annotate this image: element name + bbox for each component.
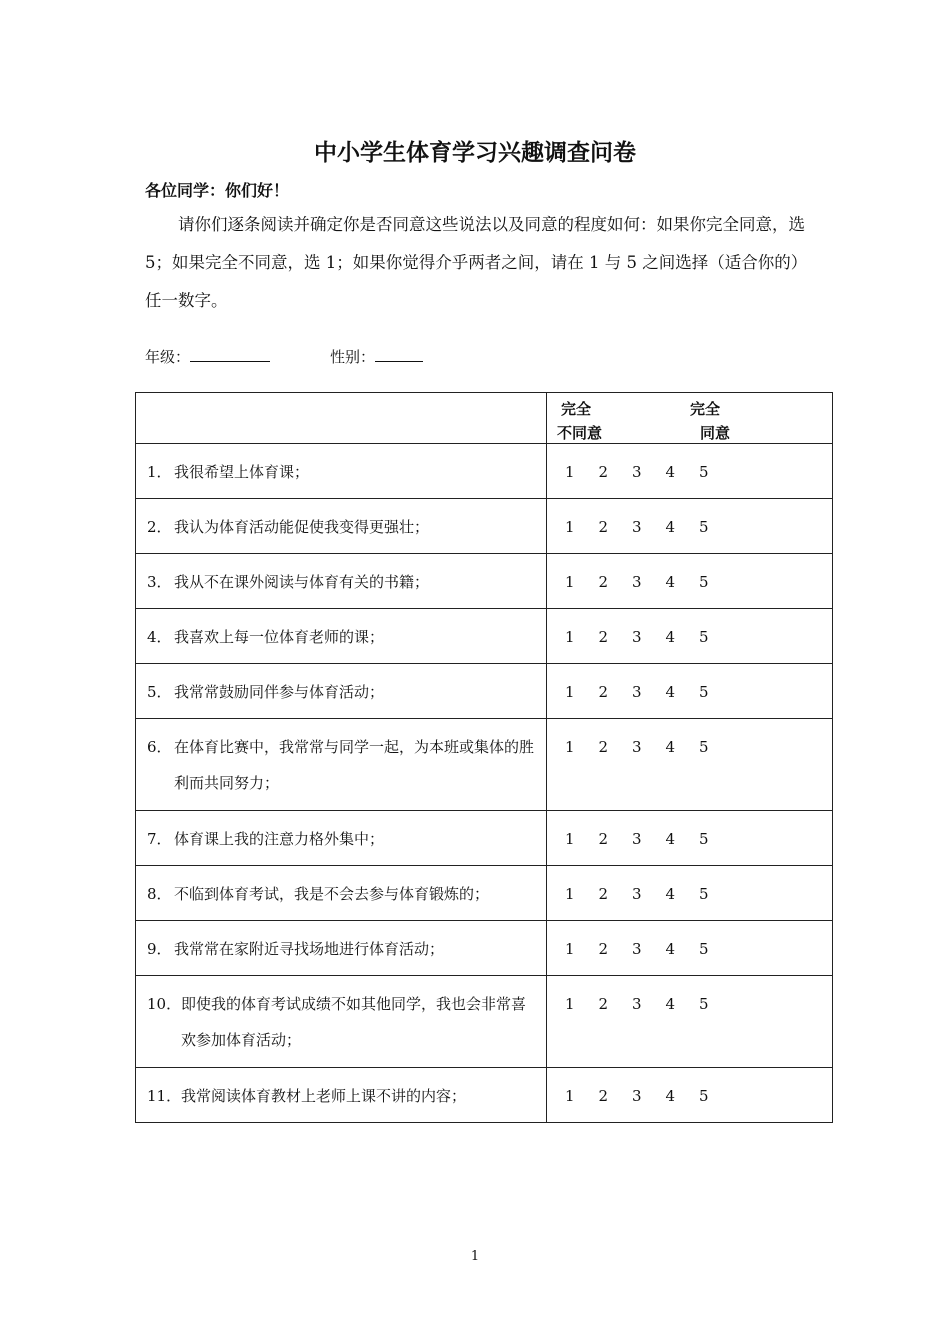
question-text: 我常常在家附近寻找场地进行体育活动；	[174, 940, 445, 958]
rating-options-cell	[547, 811, 833, 866]
rating-option-4[interactable]: 4	[665, 463, 676, 481]
question-number: 3．	[147, 573, 172, 591]
scale-left-top: 完全	[561, 400, 592, 418]
scale-right-bottom: 同意	[700, 424, 731, 442]
rating-option-5[interactable]: 5	[699, 885, 709, 903]
question-text: 我喜欢上每一位体育老师的课；	[174, 628, 385, 646]
table-row	[136, 664, 833, 719]
question-number: 1．	[147, 463, 172, 481]
rating-option-1[interactable]: 1	[565, 738, 575, 756]
table-row	[136, 1068, 833, 1123]
rating-option-5[interactable]: 5	[699, 940, 709, 958]
question-number: 2．	[147, 518, 172, 536]
rating-options-cell	[547, 921, 833, 976]
question-number: 5．	[147, 683, 172, 701]
question-text: 体育课上我的注意力格外集中；	[174, 830, 385, 848]
question-cell	[136, 444, 547, 499]
question-cell	[136, 664, 547, 719]
rating-option-2[interactable]: 2	[598, 683, 609, 701]
rating-option-5[interactable]: 5	[699, 995, 709, 1013]
question-number: 6．	[147, 738, 172, 756]
rating-options-cell	[547, 664, 833, 719]
rating-option-4[interactable]: 4	[665, 830, 676, 848]
rating-option-3[interactable]: 3	[632, 463, 642, 481]
rating-option-4[interactable]: 4	[665, 518, 676, 536]
rating-options-cell	[547, 976, 833, 1068]
instructions-paragraph: 请你们逐条阅读并确定你是否同意这些说法以及同意的程度如何：如果你完全同意，选 5；如果完全不同意，选 1；如果你觉得介乎两者之间，请在 1 与 5 之间选择（适合你的）任一数字。	[145, 215, 808, 310]
rating-option-5[interactable]: 5	[699, 573, 709, 591]
rating-option-4[interactable]: 4	[665, 885, 676, 903]
rating-option-1[interactable]: 1	[565, 940, 575, 958]
question-cell	[136, 554, 547, 609]
question-text: 我认为体育活动能促使我变得更强壮；	[174, 518, 430, 536]
table-row	[136, 444, 833, 499]
rating-option-4[interactable]: 4	[665, 573, 676, 591]
rating-option-3[interactable]: 3	[632, 995, 642, 1013]
grade-blank[interactable]	[190, 347, 270, 362]
rating-option-5[interactable]: 5	[699, 628, 709, 646]
grade-label: 年级：	[145, 348, 191, 366]
rating-option-5[interactable]: 5	[699, 738, 709, 756]
table-row	[136, 719, 833, 811]
rating-option-2[interactable]: 2	[598, 885, 609, 903]
rating-option-4[interactable]: 4	[665, 683, 676, 701]
rating-option-2[interactable]: 2	[598, 940, 609, 958]
table-row	[136, 499, 833, 554]
rating-options-cell	[547, 866, 833, 921]
table-row	[136, 866, 833, 921]
question-text: 在体育比赛中，我常常与同学一起，为本班或集体的胜利而共同努力；	[174, 738, 535, 792]
rating-option-4[interactable]: 4	[665, 628, 676, 646]
question-number: 7．	[147, 830, 172, 848]
rating-option-1[interactable]: 1	[565, 463, 575, 481]
rating-options-cell	[547, 554, 833, 609]
grade-field[interactable]	[145, 346, 270, 367]
table-row	[136, 609, 833, 664]
rating-option-2[interactable]: 2	[598, 573, 609, 591]
question-number: 11．	[147, 1087, 182, 1105]
rating-options-cell	[547, 719, 833, 811]
greeting: 各位同学：你们好！	[145, 181, 290, 200]
question-text: 不临到体育考试，我是不会去参与体育锻炼的；	[174, 885, 490, 903]
rating-option-1[interactable]: 1	[565, 1087, 575, 1105]
rating-option-5[interactable]: 5	[699, 683, 709, 701]
rating-option-2[interactable]: 2	[598, 518, 609, 536]
rating-option-4[interactable]: 4	[665, 940, 676, 958]
rating-option-5[interactable]: 5	[699, 1087, 709, 1105]
rating-option-1[interactable]: 1	[565, 518, 575, 536]
rating-option-4[interactable]: 4	[665, 1087, 676, 1105]
question-number: 4．	[147, 628, 172, 646]
rating-option-1[interactable]: 1	[565, 683, 575, 701]
rating-options-cell	[547, 1068, 833, 1123]
rating-options-cell	[547, 444, 833, 499]
rating-option-3[interactable]: 3	[632, 885, 642, 903]
rating-option-4[interactable]: 4	[665, 738, 676, 756]
rating-option-3[interactable]: 3	[632, 940, 642, 958]
question-cell	[136, 719, 547, 811]
table-row	[136, 921, 833, 976]
rating-option-2[interactable]: 2	[598, 628, 609, 646]
question-cell	[136, 609, 547, 664]
page-title: 中小学生体育学习兴趣调查问卷	[314, 140, 636, 166]
question-number: 9．	[147, 940, 172, 958]
rating-option-2[interactable]: 2	[598, 738, 609, 756]
question-cell	[136, 499, 547, 554]
questionnaire-table	[135, 392, 833, 1123]
rating-option-3[interactable]: 3	[632, 518, 642, 536]
rating-option-2[interactable]: 2	[598, 463, 609, 481]
rating-option-5[interactable]: 5	[699, 830, 709, 848]
table-header-row	[136, 393, 833, 444]
rating-option-5[interactable]: 5	[699, 518, 709, 536]
question-cell	[136, 811, 547, 866]
rating-option-3[interactable]: 3	[632, 1087, 642, 1105]
header-empty-cell	[136, 393, 547, 444]
rating-option-1[interactable]: 1	[565, 995, 575, 1013]
rating-option-4[interactable]: 4	[665, 995, 676, 1013]
rating-option-3[interactable]: 3	[632, 628, 642, 646]
rating-option-2[interactable]: 2	[598, 830, 609, 848]
gender-blank[interactable]	[375, 347, 423, 362]
rating-option-1[interactable]: 1	[565, 628, 575, 646]
table-row	[136, 554, 833, 609]
rating-option-3[interactable]: 3	[632, 830, 642, 848]
rating-option-3[interactable]: 3	[632, 738, 642, 756]
question-text: 我常常鼓励同伴参与体育活动；	[174, 683, 385, 701]
gender-label: 性别：	[330, 348, 376, 366]
rating-option-1[interactable]: 1	[565, 885, 575, 903]
question-number: 10．	[147, 995, 182, 1013]
question-cell	[136, 866, 547, 921]
question-text: 我从不在课外阅读与体育有关的书籍；	[174, 573, 430, 591]
question-cell	[136, 921, 547, 976]
rating-option-5[interactable]: 5	[699, 463, 709, 481]
page-number: 1	[470, 1249, 480, 1264]
question-number: 8．	[147, 885, 172, 903]
rating-option-3[interactable]: 3	[632, 573, 642, 591]
question-text: 我很希望上体育课；	[174, 463, 310, 481]
rating-option-1[interactable]: 1	[565, 830, 575, 848]
table-row	[136, 811, 833, 866]
rating-option-2[interactable]: 2	[598, 1087, 609, 1105]
table-row	[136, 976, 833, 1068]
gender-field[interactable]	[330, 346, 423, 367]
rating-option-1[interactable]: 1	[565, 573, 575, 591]
scale-left-bottom: 不同意	[557, 424, 603, 442]
rating-options-cell	[547, 499, 833, 554]
question-cell	[136, 976, 547, 1068]
rating-options-cell	[547, 609, 833, 664]
question-cell	[136, 1068, 547, 1123]
question-text: 即使我的体育考试成绩不如其他同学，我也会非常喜欢参加体育活动；	[181, 995, 527, 1049]
scale-right-top: 完全	[690, 400, 721, 418]
scale-header-cell	[547, 393, 833, 444]
rating-option-2[interactable]: 2	[598, 995, 609, 1013]
rating-option-3[interactable]: 3	[632, 683, 642, 701]
question-text: 我常阅读体育教材上老师上课不讲的内容；	[181, 1087, 467, 1105]
